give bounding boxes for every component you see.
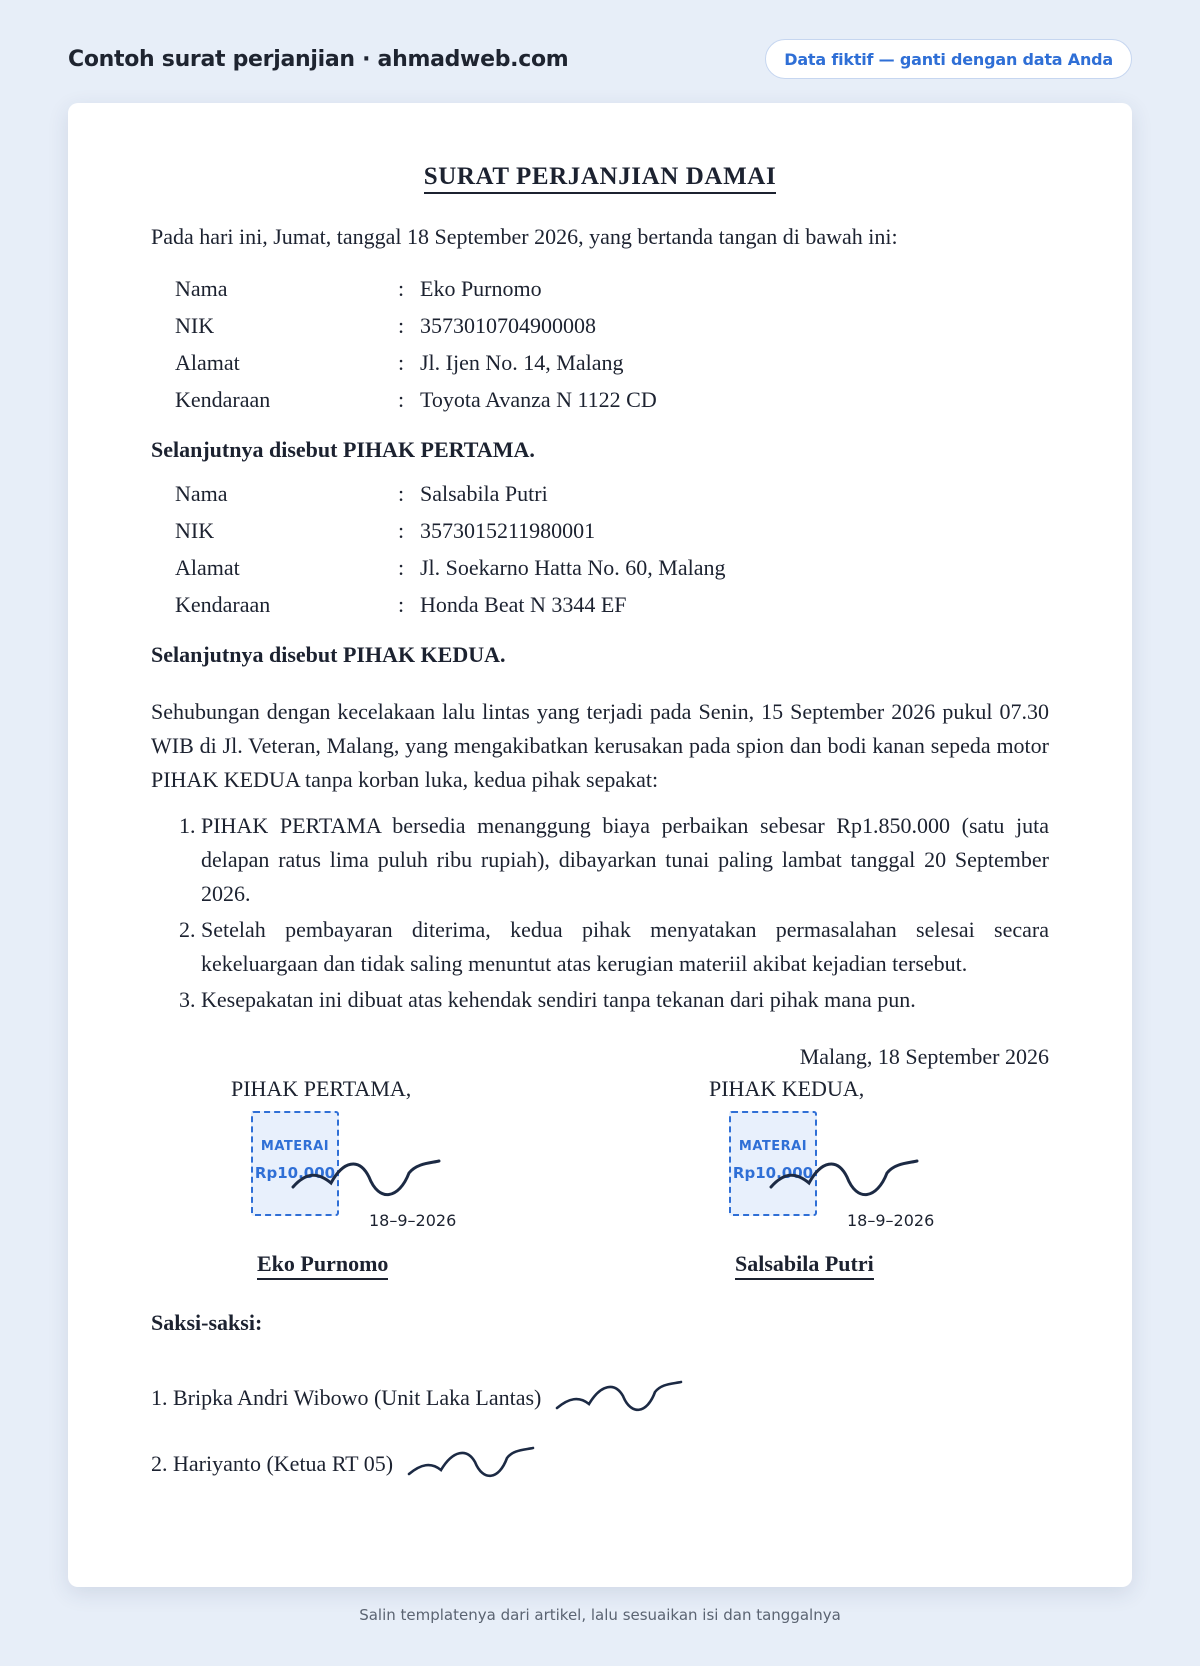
witness-item — [151, 1365, 1049, 1431]
witness-name: 2. Hariyanto (Ketua RT 05) — [151, 1451, 394, 1476]
footer-note: Salin templatenya dari artikel, lalu sesuaikan isi dan tanggalnya — [359, 1606, 841, 1624]
party-row — [175, 517, 1049, 554]
incident-paragraph: Sehubungan dengan kecelakaan lalu lintas yang terjadi pada Senin, 15 September 2026 pukul 07.30 WIB di Jl. Veteran, Malang, yang mengakibatkan kerusakan pada spion dan bodi kanan sepeda motor PIHAK KEDUA tanpa korban luka, kedua pihak sepakat: — [151, 699, 1049, 792]
witness-signature-icon — [407, 1444, 537, 1484]
field-colon: : — [398, 481, 405, 506]
field-label: NIK — [175, 313, 215, 338]
second-party-details — [175, 478, 1049, 628]
field-value: Toyota Avanza N 1122 CD — [420, 387, 657, 412]
stamp-value: Rp10.000 — [254, 1164, 336, 1182]
stamp-value: Rp10.000 — [732, 1164, 814, 1182]
first-party-details — [175, 275, 1049, 423]
field-label: Alamat — [175, 555, 240, 580]
second-party-designation: Selanjutnya disebut PIHAK KEDUA. — [151, 642, 506, 667]
field-value: Jl. Ijen No. 14, Malang — [420, 350, 624, 375]
witness-name: 1. Bripka Andri Wibowo (Unit Laka Lantas) — [151, 1385, 542, 1410]
signature-label: PIHAK PERTAMA, — [231, 1076, 412, 1101]
signature-area — [231, 1107, 531, 1276]
top-bar — [68, 38, 1132, 80]
field-label: NIK — [175, 518, 215, 543]
second-party-signature — [709, 1075, 1009, 1276]
field-colon: : — [398, 555, 405, 580]
term-item: 2. Setelah pembayaran diterima, kedua pihak menyatakan permasalahan selesai secara kekeluargaan dan tidak saling menuntut atas kerugian materiil akibat kejadian tersebut. — [201, 913, 1049, 981]
field-value: Jl. Soekarno Hatta No. 60, Malang — [420, 555, 726, 580]
term-item: 1. PIHAK PERTAMA bersedia menanggung biaya perbaikan sebesar Rp1.850.000 (satu juta delapan ratus lima puluh ribu rupiah), dibayarkan tunai paling lambat tanggal 20 September 2026. — [201, 809, 1049, 911]
signature-label: PIHAK KEDUA, — [709, 1076, 865, 1101]
fictional-data-badge: Data fiktif — ganti dengan data Anda — [765, 39, 1132, 79]
field-label: Kendaraan — [175, 387, 271, 412]
field-colon: : — [398, 387, 405, 412]
field-colon: : — [398, 592, 405, 617]
field-value: Honda Beat N 3344 EF — [420, 592, 627, 617]
signatory-name: Eko Purnomo — [257, 1251, 388, 1280]
signature-scribble-icon — [291, 1151, 451, 1207]
place-date: Malang, 18 September 2026 — [799, 1044, 1049, 1069]
signature-date: 18–9–2026 — [847, 1211, 935, 1230]
field-label: Alamat — [175, 350, 240, 375]
first-party-designation: Selanjutnya disebut PIHAK PERTAMA. — [151, 437, 535, 462]
party-row — [175, 386, 1049, 423]
witness-item — [151, 1431, 1049, 1497]
stamp-label: MATERAI — [260, 1139, 330, 1154]
signature-area — [709, 1107, 1009, 1276]
party-row — [175, 480, 1049, 517]
field-colon: : — [398, 518, 405, 543]
signature-date: 18–9–2026 — [369, 1211, 457, 1230]
field-label: Nama — [175, 276, 228, 301]
field-label: Kendaraan — [175, 592, 271, 617]
party-row — [175, 554, 1049, 591]
site-title: Contoh surat perjanjian · ahmadweb.com — [68, 46, 569, 72]
field-colon: : — [398, 313, 405, 338]
letter-card — [68, 103, 1132, 1587]
agreement-terms — [151, 809, 1049, 1017]
party-row — [175, 312, 1049, 349]
intro-text: Pada hari ini, Jumat, tanggal 18 September 2026, yang bertanda tangan di bawah ini: — [151, 224, 898, 249]
field-value: 3573015211980001 — [420, 518, 596, 543]
signatory-name: Salsabila Putri — [735, 1251, 874, 1280]
term-item: 3. Kesepakatan ini dibuat atas kehendak sendiri tanpa tekanan dari pihak mana pun. — [201, 983, 1049, 1017]
party-row — [175, 275, 1049, 312]
first-party-signature — [231, 1075, 531, 1276]
field-colon: : — [398, 350, 405, 375]
party-row — [175, 349, 1049, 386]
letter-title: SURAT PERJANJIAN DAMAI — [151, 163, 1049, 223]
field-colon: : — [398, 276, 405, 301]
signature-section — [151, 1075, 1049, 1295]
field-value: Salsabila Putri — [420, 481, 548, 506]
field-label: Nama — [175, 481, 228, 506]
party-row — [175, 591, 1049, 628]
stamp-label: MATERAI — [738, 1139, 808, 1154]
field-value: Eko Purnomo — [420, 276, 542, 301]
witnesses-heading: Saksi-saksi: — [151, 1310, 263, 1335]
witness-signature-icon — [555, 1378, 685, 1418]
letter-document — [151, 163, 1049, 1497]
signature-scribble-icon — [769, 1151, 929, 1207]
field-value: 3573010704900008 — [420, 313, 596, 338]
